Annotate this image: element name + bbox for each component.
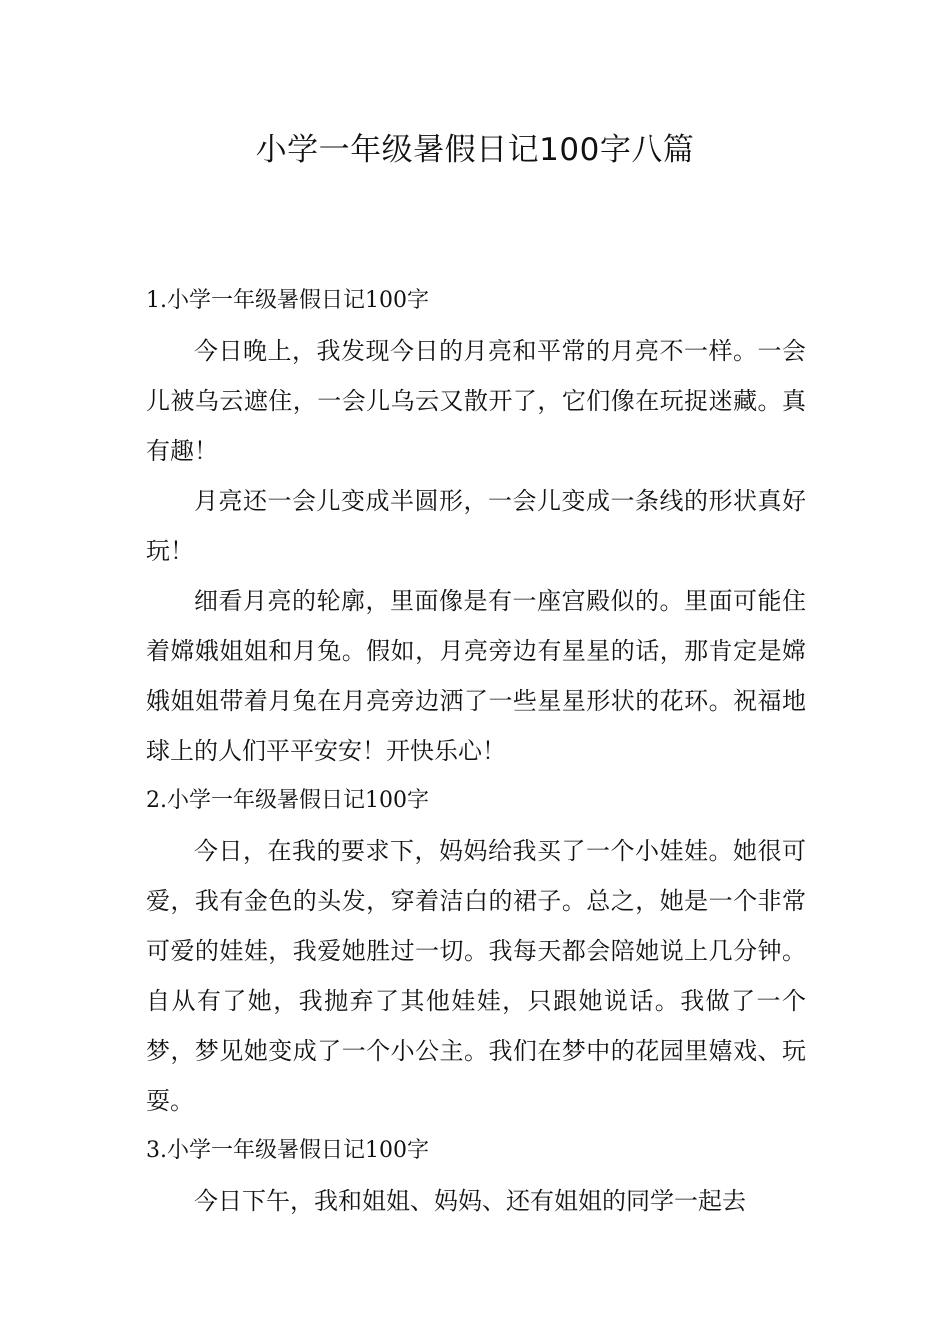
paragraph: 细看月亮的轮廓，里面像是有一座宫殿似的。里面可能住着嫦娥姐姐和月兔。假如，月亮旁边有星星的话，那肯定是嫦娥姐姐带着月兔在月亮旁边洒了一些星星形状的花环。祝福地球上的人们平平安安！开快乐心！ bbox=[146, 587, 806, 765]
document-title: 小学一年级暑假日记100字八篇 bbox=[255, 132, 695, 168]
section-heading: 3.小学一年级暑假日记100字 bbox=[146, 1138, 429, 1163]
section-heading: 2.小学一年级暑假日记100字 bbox=[146, 788, 429, 813]
section-heading: 1.小学一年级暑假日记100字 bbox=[146, 288, 429, 313]
diary-section-1 bbox=[146, 276, 806, 776]
paragraph: 今日晚上，我发现今日的月亮和平常的月亮不一样。一会儿被乌云遮住，一会儿乌云又散开了，它们像在玩捉迷藏。真有趣！ bbox=[146, 337, 806, 465]
document-body bbox=[146, 276, 806, 1226]
diary-section-3 bbox=[146, 1126, 806, 1226]
paragraph: 今日，在我的要求下，妈妈给我买了一个小娃娃。她很可爱，我有金色的头发，穿着洁白的裙子。总之，她是一个非常可爱的娃娃，我爱她胜过一切。我每天都会陪她说上几分钟。自从有了她，我抛弃了其他娃娃，只跟她说话。我做了一个梦，梦见她变成了一个小公主。我们在梦中的花园里嬉戏、玩耍。 bbox=[146, 837, 806, 1115]
paragraph: 月亮还一会儿变成半圆形，一会儿变成一条线的形状真好玩！ bbox=[146, 487, 806, 565]
diary-section-2 bbox=[146, 776, 806, 1126]
paragraph: 今日下午，我和姐姐、妈妈、还有姐姐的同学一起去 bbox=[194, 1187, 746, 1215]
